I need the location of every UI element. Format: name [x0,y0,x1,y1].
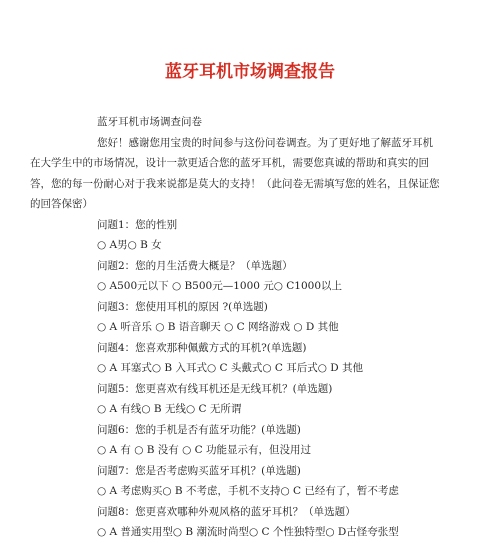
question-6: 问题6：您的手机是否有蓝牙功能？(单选题) [97,423,301,436]
survey-subtitle: 蓝牙耳机市场调查问卷 [97,116,202,128]
question-2: 问题2：您的月生活费大概是？（单选题） [97,259,293,272]
question-1: 问题1：您的性别 [97,218,178,231]
question-7-options: ○ A 考虑购买○ B 不考虑，手机不支持○ C 已经有了，暂不考虑 [97,485,399,497]
survey-intro: 您好！感谢您用宝贵的时间参与这份问卷调查。为了更好地了解蓝牙耳机在大学生中的市场情况，设计一款更适合您的蓝牙耳机，需要您真诚的帮助和真实的回答，您的每一份耐心对于我来说都是莫大的支持！（此问卷无需填写您的姓名，且保证您的回答保密） [30,136,440,210]
document-title: 蓝牙耳机市场调查报告 [165,62,335,82]
question-5-options: ○ A 有线○ B 无线○ C 无所谓 [97,403,242,415]
question-3-options: ○ A 听音乐 ○ B 语音聊天 ○ C 网络游戏 ○ D 其他 [97,321,339,333]
question-1-options: ○ A男○ B 女 [97,239,162,251]
question-8-options: ○ A 普通实用型○ B 潮流时尚型○ C 个性独特型○ D古怪夸张型 [97,526,399,538]
survey-body [30,112,442,543]
question-7: 问题7：您是否考虑购买蓝牙耳机？(单选题) [97,464,301,477]
question-4: 问题4：您喜欢那种佩戴方式的耳机?(单选题) [97,341,307,354]
question-3: 问题3：您使用耳机的原因 ?(单选题) [97,300,268,313]
question-5: 问题5：您更喜欢有线耳机还是无线耳机？(单选题) [97,382,333,395]
question-4-options: ○ A 耳塞式○ B 入耳式○ C 头戴式○ C 耳后式○ D 其他 [97,362,363,374]
question-2-options: ○ A500元以下 ○ B500元—1000 元○ C1000以上 [97,280,343,292]
question-8: 问题8：您更喜欢哪种外观风格的蓝牙耳机？（单选题） [97,505,356,518]
question-6-options: ○ A 有 ○ B 没有 ○ C 功能显示有，但没用过 [97,444,312,456]
